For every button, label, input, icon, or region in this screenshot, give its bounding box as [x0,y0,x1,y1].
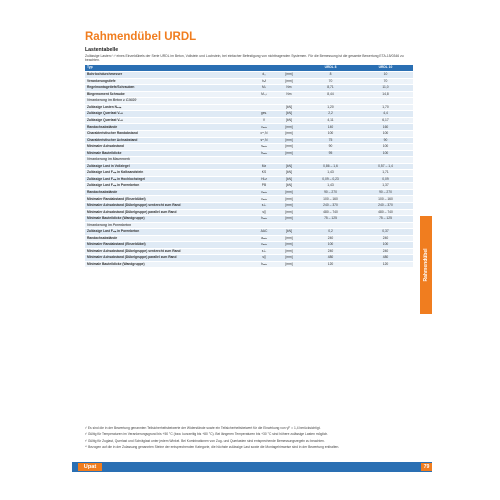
table-subtitle: Lastentabelle [85,47,119,53]
footnotes [85,426,415,452]
row-unit: [mm] [275,216,303,223]
row-value-urdl10: 240 [358,248,413,255]
row-value-urdl8: 1,43 [303,170,358,177]
footnote: ⁴⁾ Bezogen auf die in der Zulassung genannten Steine der entsprechenden Kategorie, die höchste zulässige Last sowie die Montagehinweise sind in der Bewertung enthalten. [85,445,340,450]
row-label: Zulässige Querlast Vᵣₑₖ [85,111,253,118]
row-value-urdl8: 100 – 160 [303,196,358,203]
row-value-urdl10: 120 [358,261,413,268]
row-symbol: s⊥ [253,202,275,209]
row-unit: [mm] [275,130,303,137]
footnote: ³⁾ Gültig für Zuglast, Querlast und Schräglast unter jedem Winkel. Bei Kombinationen von Zug- und Querlasten sind entsprechende Bemessungsregeln zu beachten. [85,438,325,443]
row-unit: [kN] [275,170,303,177]
row-value-urdl10: 1,71 [358,170,413,177]
row-label: Minimaler Achsabstand (Dübelgruppe) parallel zum Rand [85,209,253,216]
row-value-urdl10: 1,70 [358,104,413,111]
row-value-urdl8: 90 [303,144,358,151]
row-symbol: cᶜʳ,N [253,130,275,137]
row-label: Minimale Bauteildicke (Wandgruppe) [85,216,253,223]
row-label: Zulässige Last Fₑₘ in Porenbeton [85,183,253,190]
row-value-urdl10: 4,4 [358,111,413,118]
row-value-urdl8: 100 [303,130,358,137]
row-value-urdl8: 240 – 370 [303,202,358,209]
row-value-urdl10: 90 [358,137,413,144]
row-label: Zulässige Querlast Vᵣₑₖ [85,117,253,124]
row-unit: [mm] [275,189,303,196]
row-value-urdl10: 75 – 125 [358,216,413,223]
row-symbol: sₘᵢₙ [253,144,275,151]
row-symbol: AAC [253,229,275,236]
row-label: Minimaler Randabstand (Einzeldübel) [85,242,253,249]
row-label: Verankerung im Beton ≥ C16/20 [85,98,253,105]
row-value-urdl8: 95 [303,150,358,157]
row-value-urdl8: 90 – 270 [303,189,358,196]
row-symbol: KS [253,170,275,177]
row-unit: [mm] [275,144,303,151]
row-label: Charakteristischer Achsabstand [85,137,253,144]
row-label: Randachsabstände [85,124,253,131]
row-value-urdl8: 240 [303,235,358,242]
row-value-urdl10: 100 – 160 [358,196,413,203]
row-value-urdl8: 100 [303,242,358,249]
header-urdl8: URDL 8 [303,65,358,72]
row-label: Minimaler Achsabstand (Dübelgruppe) parallel zum Rand [85,255,253,262]
row-value-urdl10: 480 [358,255,413,262]
row-value-urdl10: 0,57 – 1,4 [358,163,413,170]
row-label: Randachsabstände [85,189,253,196]
row-symbol: Mₛ [253,85,275,92]
row-symbol: hₘᵢₙ [253,216,275,223]
row-unit: [mm] [275,72,303,79]
row-symbol: sᶜʳ,N [253,137,275,144]
row-symbol: Mᵣ,ₛ [253,91,275,98]
row-label: Regelmontagetiefe/Schrauben [85,85,253,92]
row-unit: [mm] [275,196,303,203]
row-unit: [kN] [275,183,303,190]
row-symbol: cₘᵢₙ [253,196,275,203]
row-unit: [kN] [275,176,303,183]
row-value-urdl10: 240 [358,235,413,242]
row-symbol: s∥ [253,255,275,262]
row-unit: [mm] [275,261,303,268]
row-symbol: cₘᵢₙ [253,189,275,196]
row-value-urdl10: 1,37 [358,183,413,190]
footnote: ²⁾ Gültig für Temperaturen im Verankerungsgrund bis +50 °C (bzw. kurzzeitig bis +80 °C). Bei längeren Temperaturen bis +30 °C sind höhere zulässige Lasten möglich. [85,432,329,437]
row-value-urdl8: 0,2 [303,229,358,236]
row-unit: [mm] [275,202,303,209]
side-tab [420,216,432,314]
row-unit: [mm] [275,255,303,262]
row-symbol: cₘᵢₙ [253,124,275,131]
row-label: Randachsabstände [85,235,253,242]
row-value-urdl8: 75 – 125 [303,216,358,223]
row-label: Verankerung im Mauerwerk [85,157,253,164]
row-label: Charakteristischer Randabstand [85,130,253,137]
row-unit: [kN] [275,117,303,124]
row-value-urdl10: 480 – 740 [358,209,413,216]
row-symbol: V [253,117,275,124]
row-unit: [kN] [275,104,303,111]
row-value-urdl8: 240 [303,248,358,255]
row-value-urdl8: 70 [303,78,358,85]
row-unit: [kN] [275,111,303,118]
row-label: Zulässige Last Fₑₘ in Hochlochziegel [85,176,253,183]
row-value-urdl8: 4,11 [303,117,358,124]
header-type: Typ [85,65,253,72]
row-symbol: Mz [253,163,275,170]
row-symbol: hₑf [253,78,275,85]
row-unit: [kN] [275,229,303,236]
row-unit: [mm] [275,248,303,255]
row-value-urdl8: 2,2 [303,111,358,118]
row-value-urdl8: 0,09 – 0,23 [303,176,358,183]
row-symbol: hₘᵢₙ [253,261,275,268]
row-symbol: PB [253,183,275,190]
row-unit: [mm] [275,242,303,249]
row-unit: Nm [275,85,303,92]
row-label: Biegemoment Schraube [85,91,253,98]
row-symbol: aₘᵢₙ [253,235,275,242]
row-value-urdl10: 100 [358,242,413,249]
row-symbol: ges. [253,111,275,118]
upat-logo [78,463,102,471]
row-label: Verankerungstiefe [85,78,253,85]
row-value-urdl10: 90 – 270 [358,189,413,196]
row-symbol: HLz [253,176,275,183]
row-value-urdl10: 70 [358,78,413,85]
row-label: Minimaler Achsabstand (Dübelgruppe) senkrecht zum Rand [85,202,253,209]
row-value-urdl8: 8,44 [303,91,358,98]
row-unit: [kN] [275,163,303,170]
row-value-urdl10: 10 [358,72,413,79]
row-symbol: s∥ [253,209,275,216]
load-table [85,65,413,268]
row-unit: [mm] [275,150,303,157]
row-value-urdl8: 75 [303,137,358,144]
row-symbol: cₘᵢₙ [253,242,275,249]
row-unit: [mm] [275,124,303,131]
row-value-urdl8: 120 [303,261,358,268]
row-label: Minimale Bauteildicke (Wandgruppe) [85,261,253,268]
row-value-urdl8: 1,43 [303,183,358,190]
row-label: Zulässige Last Fₑₘ in Porenbeton [85,229,253,236]
row-value-urdl8: 480 – 740 [303,209,358,216]
row-value-urdl10: 11,0 [358,85,413,92]
row-value-urdl10: 160 [358,124,413,131]
page-number: 79 [421,463,432,471]
row-value-urdl10: 14,8 [358,91,413,98]
row-value-urdl10: 0,09 [358,176,413,183]
row-value-urdl10: 6,17 [358,117,413,124]
logo-text: Upat [83,464,97,470]
row-symbol: s⊥ [253,248,275,255]
row-label: Zulässige Lasten Nₑᵣₘ [85,104,253,111]
row-label: Minimaler Achsabstand [85,144,253,151]
row-unit: Nm [275,91,303,98]
row-label: Zulässige Last in Vollziegel [85,163,253,170]
load-table-body [85,65,413,268]
table-row [85,261,413,268]
row-unit: [mm] [275,209,303,216]
row-label: Bohrlochdurchmesser [85,72,253,79]
row-label: Zulässige Last Fₑₘ in Kalksandstein [85,170,253,177]
row-value-urdl10: 240 – 370 [358,202,413,209]
row-label: Verankerung im Porenbeton [85,222,253,229]
intro-text: Zulässige Lasten¹⁾ ²⁾ eines Einzeldübels der Serie URDL im Beton, Vollstein und Lochstein, bei einfacher Befestigung von nichttragenden Systemen. Für die Bemessung ist die gesamte Bewertung ETA-15/0346 zu beachten. [85,54,404,63]
row-label: Minimale Bauteildicke [85,150,253,157]
row-value-urdl10: 100 [358,130,413,137]
row-symbol: hₘᵢₙ [253,150,275,157]
row-symbol: d₀ [253,72,275,79]
row-value-urdl8: 8 [303,72,358,79]
row-value-urdl8: 140 [303,124,358,131]
row-value-urdl10: 100 [358,144,413,151]
side-tab-label: Rahmendübel [423,248,429,282]
row-value-urdl10: 100 [358,150,413,157]
row-unit: [mm] [275,235,303,242]
footnote: ¹⁾ Es sind die in der Bewertung genannten Teilsicherheitsbeiwerte der Widerstände sowie ein Teilsicherheitsbeiwert für die Einwirkung von γF = 1,4 berücksichtigt. [85,426,321,430]
row-unit: [mm] [275,137,303,144]
row-label: Minimaler Achsabstand (Dübelgruppe) senkrecht zum Rand [85,248,253,255]
row-value-urdl8: 8,71 [303,85,358,92]
row-value-urdl8: 1,20 [303,104,358,111]
page-title: Rahmendübel URDL [85,31,197,43]
row-value-urdl10: 0,37 [358,229,413,236]
row-value-urdl8: 0,86 – 1,6 [303,163,358,170]
row-value-urdl8: 480 [303,255,358,262]
row-unit: [mm] [275,78,303,85]
footer-bar [72,462,432,472]
row-label: Minimaler Randabstand (Einzeldübel) [85,196,253,203]
header-urdl10: URDL 10 [358,65,413,72]
